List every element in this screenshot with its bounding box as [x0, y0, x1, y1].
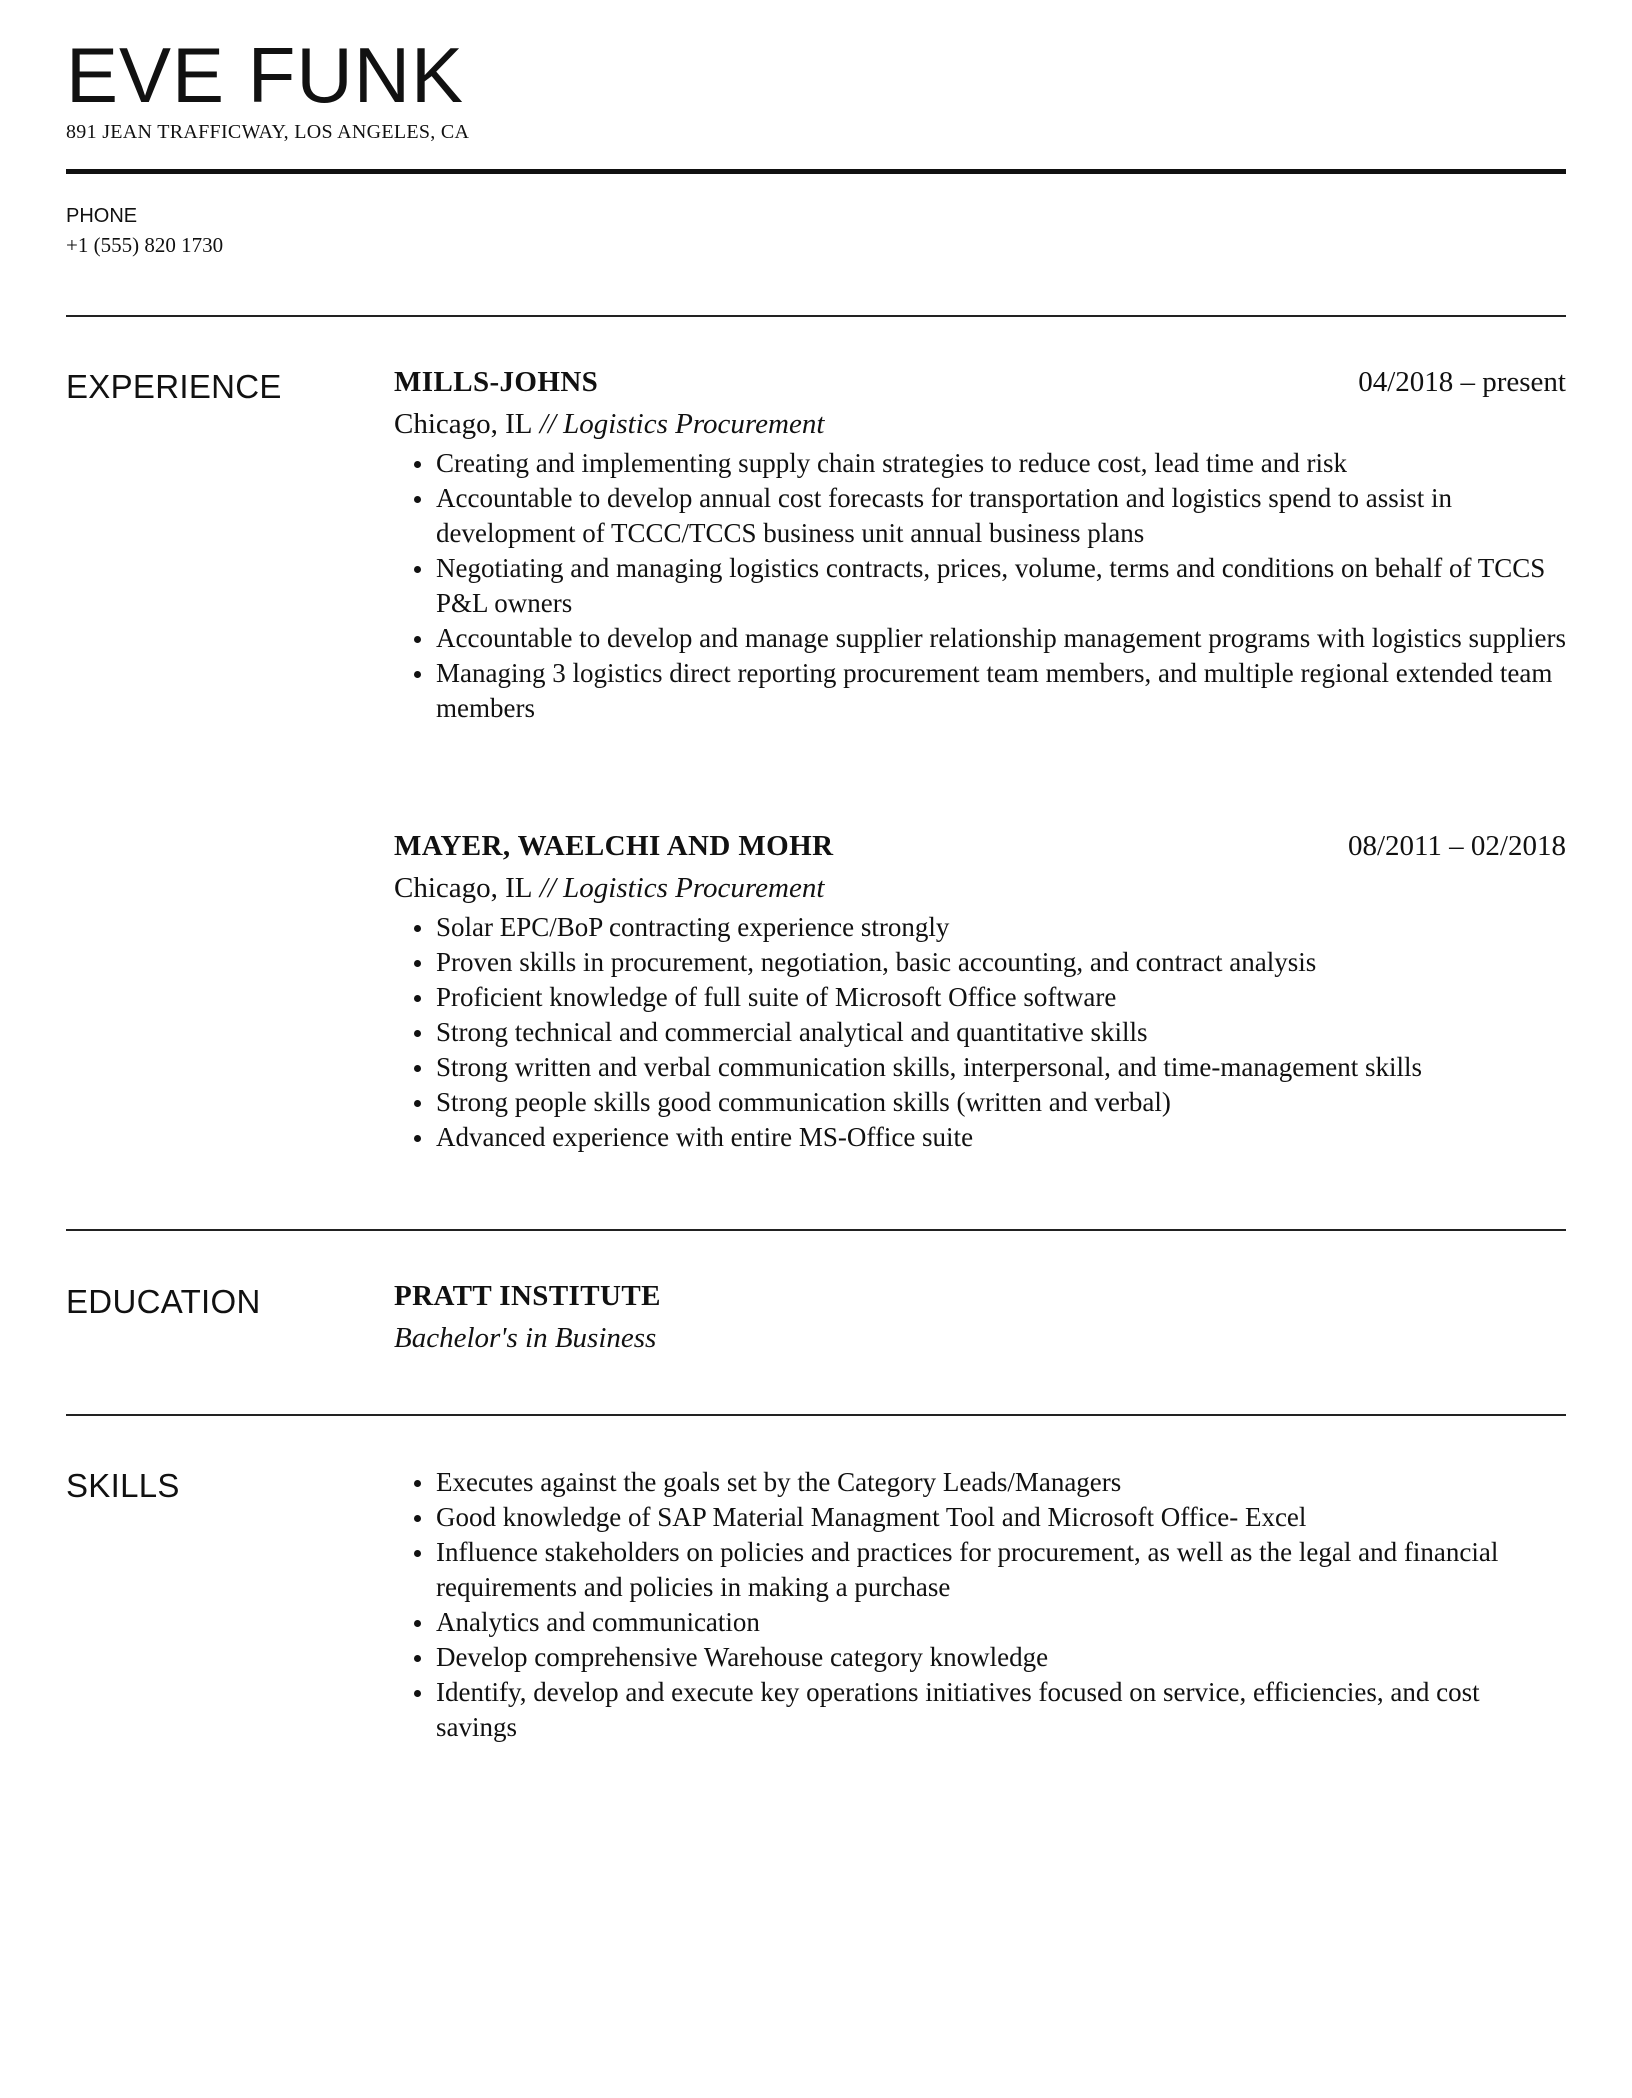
list-item: Creating and implementing supply chain strategies to reduce cost, lead time and risk	[394, 446, 1566, 481]
candidate-address: 891 JEAN TRAFFICWAY, LOS ANGELES, CA	[66, 121, 470, 143]
list-item: Influence stakeholders on policies and practices for procurement, as well as the legal and financial requirements and policies in making a purchase	[394, 1535, 1566, 1605]
job-company: MAYER, WAELCHI AND MOHR	[394, 830, 834, 862]
job-header	[394, 830, 1566, 866]
education-degree-text: Bachelor's in Business	[394, 1322, 657, 1354]
phone-label: PHONE	[66, 205, 138, 227]
skills-list	[394, 1465, 1566, 1745]
job-entry	[394, 366, 1566, 726]
experience-heading: EXPERIENCE	[66, 368, 282, 405]
phone-value: +1 (555) 820 1730	[66, 233, 224, 257]
list-item: Proficient knowledge of full suite of Microsoft Office software	[394, 980, 1566, 1015]
list-item: Executes against the goals set by the Category Leads/Managers	[394, 1465, 1566, 1500]
job-company: MILLS-JOHNS	[394, 366, 599, 398]
list-item: Good knowledge of SAP Material Managment Tool and Microsoft Office- Excel	[394, 1500, 1566, 1535]
education-heading: EDUCATION	[66, 1283, 261, 1320]
job-subline	[394, 404, 1566, 444]
education-header	[394, 1280, 1566, 1316]
job-location: Chicago, IL	[394, 872, 533, 904]
section-divider	[66, 1229, 1566, 1231]
skills-heading: SKILLS	[66, 1467, 180, 1504]
list-item: Analytics and communication	[394, 1605, 1566, 1640]
list-item: Managing 3 logistics direct reporting procurement team members, and multiple regional extended team members	[394, 656, 1566, 726]
list-item: Proven skills in procurement, negotiation, basic accounting, and contract analysis	[394, 945, 1566, 980]
list-item: Identify, develop and execute key operations initiatives focused on service, efficiencies, and cost savings	[394, 1675, 1566, 1745]
list-item: Strong people skills good communication skills (written and verbal)	[394, 1085, 1566, 1120]
job-header	[394, 366, 1566, 402]
education-entry	[394, 1280, 1566, 1358]
section-divider	[66, 1414, 1566, 1416]
candidate-name: EVE FUNK	[66, 31, 465, 119]
list-item: Solar EPC/BoP contracting experience strongly	[394, 910, 1566, 945]
job-dates: 04/2018 – present	[1358, 366, 1566, 398]
education-school: PRATT INSTITUTE	[394, 1280, 661, 1312]
header-divider	[66, 169, 1566, 174]
job-entry	[394, 830, 1566, 1155]
education-degree	[394, 1318, 1566, 1358]
job-bullets	[394, 446, 1566, 726]
job-role: Logistics Procurement	[563, 408, 825, 440]
job-separator: //	[532, 408, 564, 440]
skills-list-wrapper	[394, 1463, 1566, 1745]
job-dates: 08/2011 – 02/2018	[1347, 830, 1566, 862]
list-item: Accountable to develop annual cost forecasts for transportation and logistics spend to assist in development of TCCC/TCCS business unit annual business plans	[394, 481, 1566, 551]
job-subline	[394, 868, 1566, 908]
job-bullets	[394, 910, 1566, 1155]
list-item: Advanced experience with entire MS-Office suite	[394, 1120, 1566, 1155]
job-location: Chicago, IL	[394, 408, 533, 440]
list-item: Accountable to develop and manage supplier relationship management programs with logistics suppliers	[394, 621, 1566, 656]
list-item: Strong technical and commercial analytical and quantitative skills	[394, 1015, 1566, 1050]
job-separator: //	[532, 872, 564, 904]
section-divider	[66, 315, 1566, 317]
list-item: Develop comprehensive Warehouse category knowledge	[394, 1640, 1566, 1675]
job-role: Logistics Procurement	[563, 872, 825, 904]
list-item: Strong written and verbal communication skills, interpersonal, and time-management skills	[394, 1050, 1566, 1085]
list-item: Negotiating and managing logistics contracts, prices, volume, terms and conditions on behalf of TCCS P&L owners	[394, 551, 1566, 621]
